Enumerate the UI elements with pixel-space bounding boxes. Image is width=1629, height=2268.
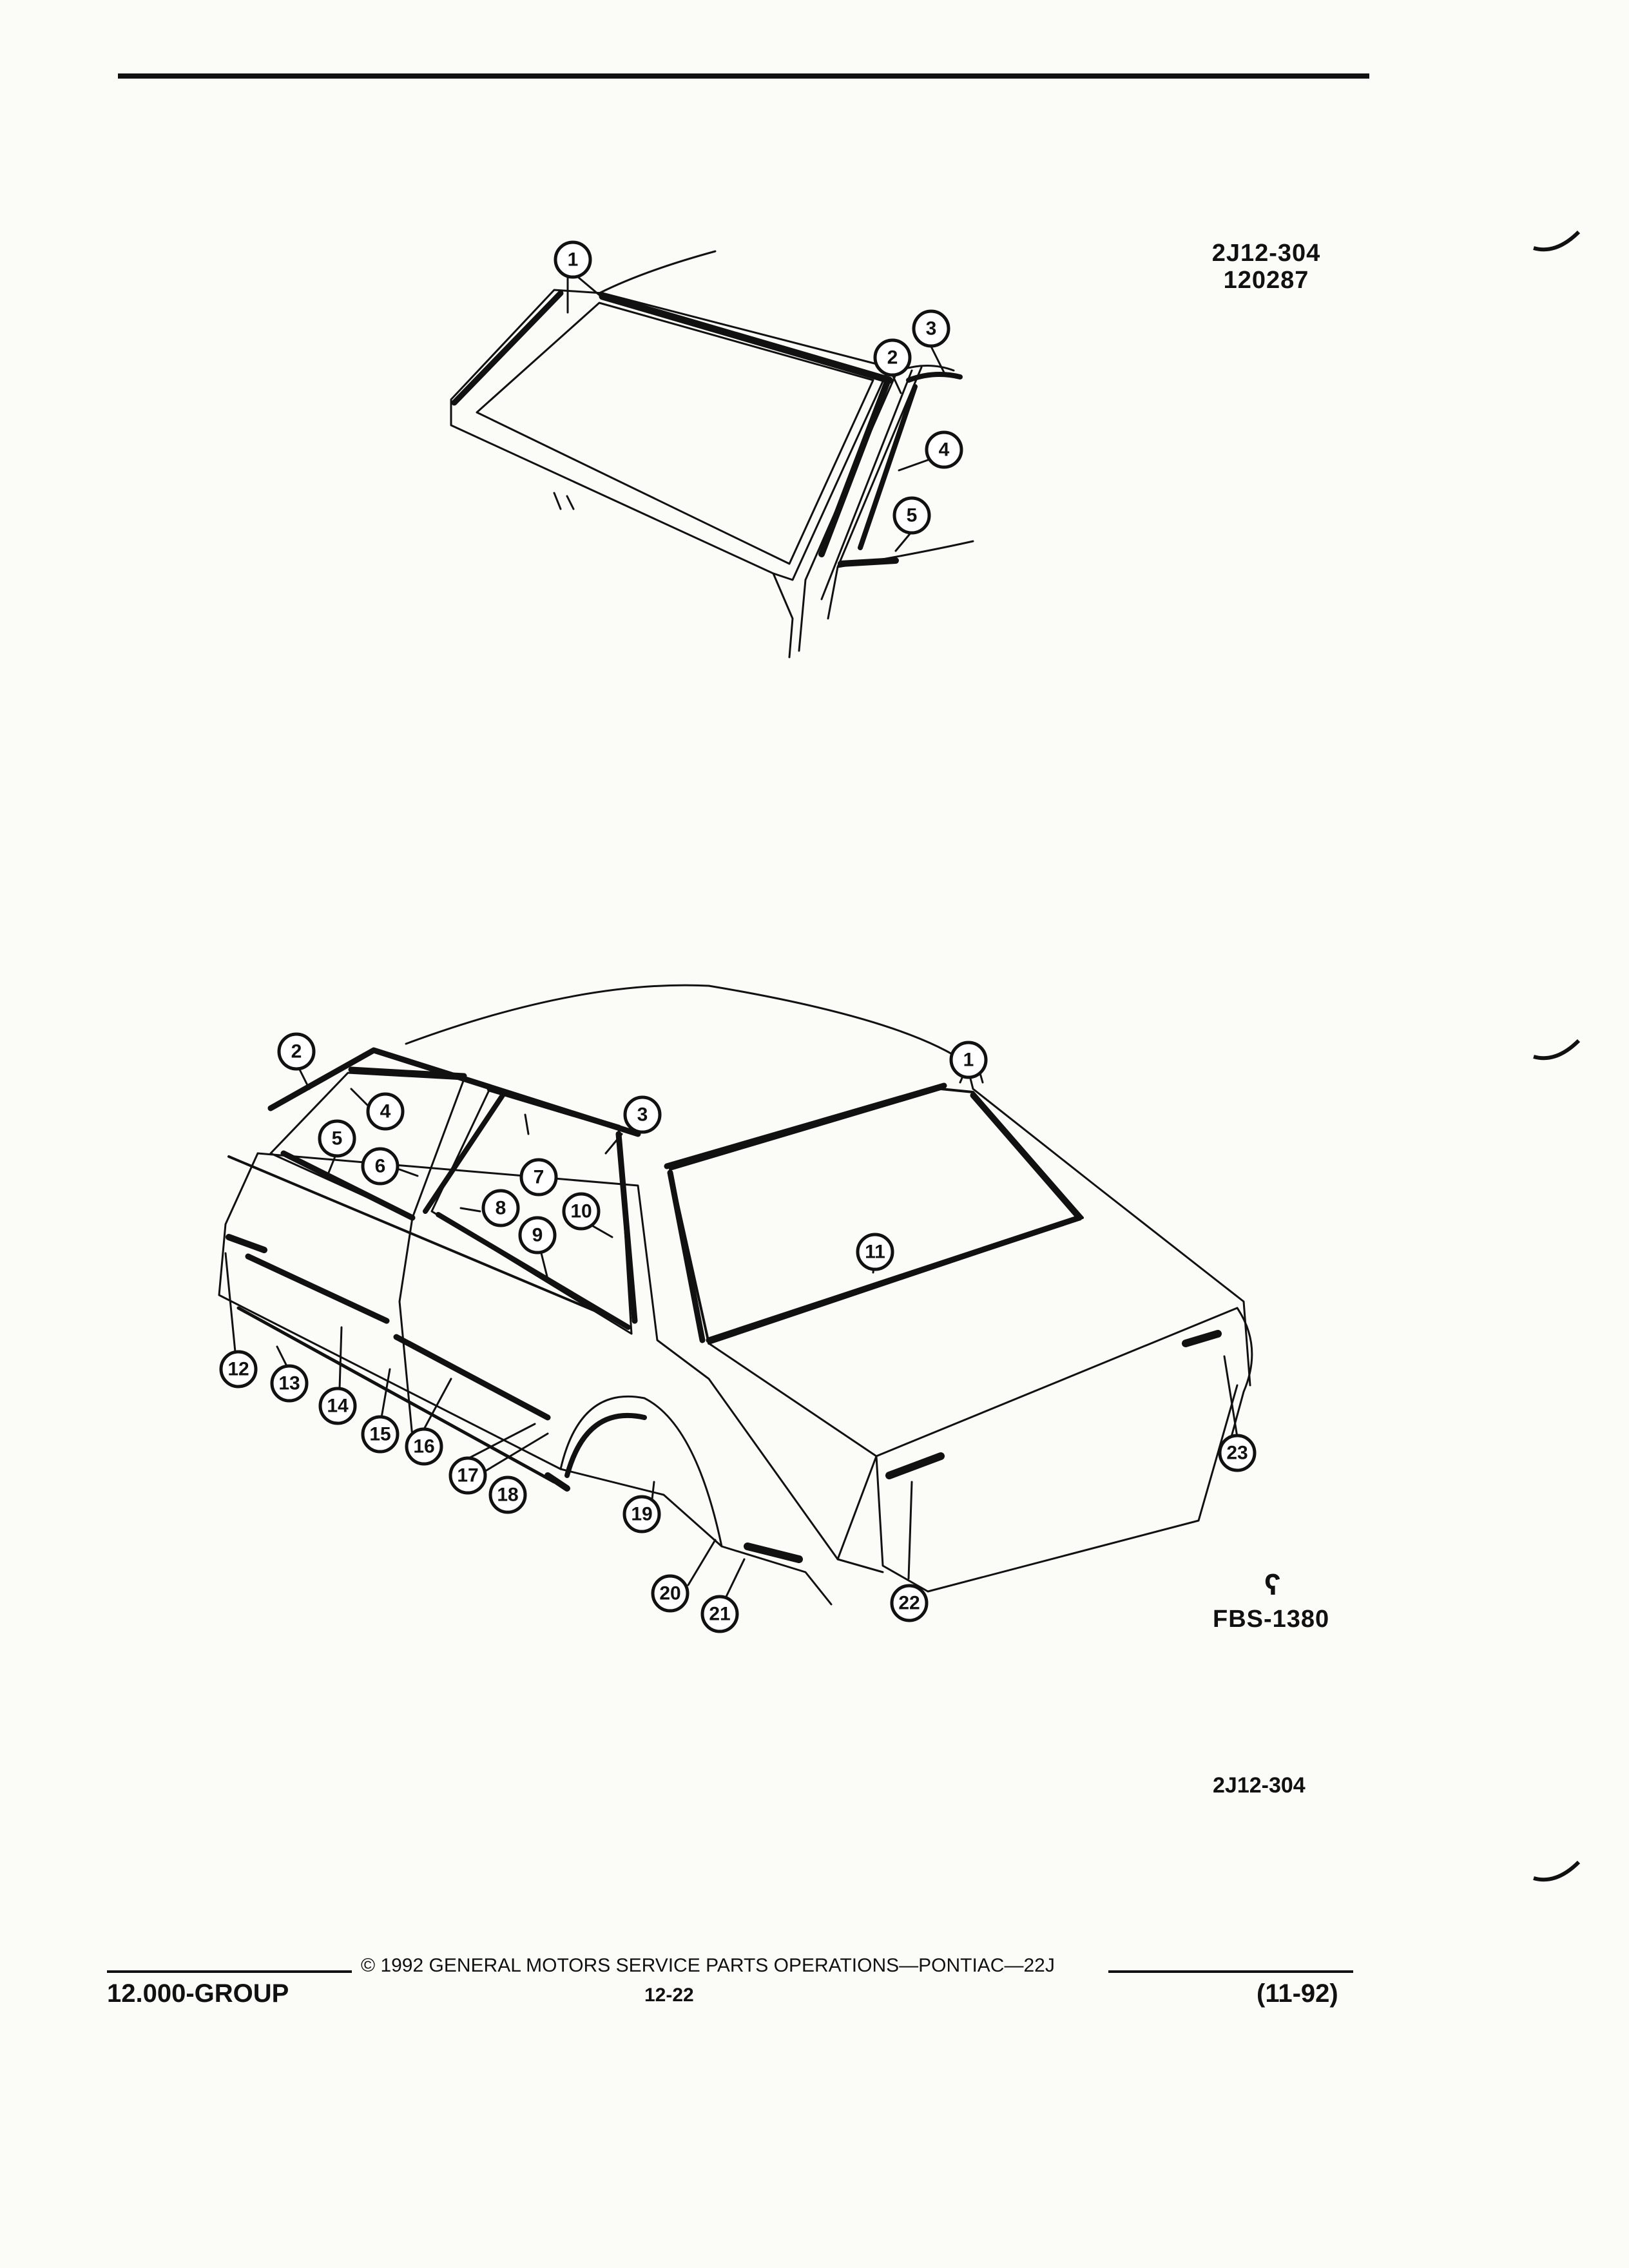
- callout-13: [272, 1366, 307, 1401]
- callout-19: [624, 1497, 659, 1532]
- footer-rule-right: [1108, 1970, 1353, 1973]
- callout-label: 9: [532, 1224, 543, 1246]
- callout-7: [521, 1160, 556, 1195]
- callout-20: [653, 1576, 688, 1611]
- callout-3-top: [914, 311, 949, 346]
- figure-code: 2J12-304: [1211, 240, 1321, 267]
- callout-label: 1: [963, 1049, 974, 1071]
- callout-4-top: [927, 432, 961, 467]
- callout-label: 14: [327, 1395, 349, 1417]
- figure-code-bottom: 2J12-304: [1213, 1773, 1306, 1798]
- callout-22: [892, 1586, 927, 1620]
- callout-label: 13: [278, 1372, 300, 1394]
- callout-18: [490, 1477, 525, 1512]
- callout-label: 1: [567, 249, 579, 271]
- callout-21: [702, 1597, 737, 1631]
- callout-label: 22: [898, 1592, 920, 1614]
- gm-service-logo-icon: ʕ: [1264, 1568, 1281, 1601]
- callout-label: 7: [533, 1166, 545, 1188]
- footer-copyright: © 1992 GENERAL MOTORS SERVICE PARTS OPERATIONS—PONTIAC—22J: [361, 1955, 1055, 1976]
- callout-label: 4: [380, 1100, 391, 1122]
- callout-9: [520, 1218, 555, 1253]
- callout-14: [320, 1389, 355, 1423]
- callout-label: 5: [331, 1128, 343, 1149]
- callout-label: 15: [369, 1423, 391, 1445]
- callout-2-top: [875, 340, 910, 375]
- callout-label: 3: [925, 318, 937, 340]
- callout-4: [368, 1094, 403, 1129]
- callout-5: [320, 1121, 354, 1156]
- callout-label: 8: [495, 1197, 506, 1219]
- callout-label: 18: [497, 1484, 519, 1506]
- car-body: [219, 985, 1252, 1604]
- callout-label: 16: [413, 1436, 435, 1457]
- callout-15: [363, 1417, 398, 1452]
- callout-12: [221, 1352, 256, 1387]
- callout-1: [951, 1043, 986, 1077]
- footer-rule-left: [107, 1970, 352, 1973]
- callout-label: 17: [457, 1465, 479, 1486]
- footer-date: (11-92): [1257, 1979, 1338, 2008]
- callout-label: 3: [637, 1104, 648, 1126]
- callout-17: [450, 1458, 485, 1493]
- callout-label: 21: [709, 1603, 731, 1625]
- callout-label: 2: [291, 1041, 302, 1062]
- callout-label: 12: [227, 1358, 249, 1380]
- callout-23: [1220, 1436, 1255, 1470]
- callout-label: 23: [1226, 1442, 1248, 1464]
- footer-page-number: 12-22: [644, 1984, 694, 2006]
- callout-10: [564, 1194, 599, 1229]
- callout-label: 20: [659, 1582, 681, 1604]
- callout-6: [363, 1149, 398, 1184]
- callout-label: 11: [865, 1241, 885, 1263]
- windshield-detail: [451, 251, 973, 657]
- callout-8: [483, 1191, 518, 1225]
- callout-label: 5: [906, 505, 918, 526]
- callout-label: 2: [887, 347, 898, 369]
- callout-label: 10: [570, 1200, 592, 1222]
- callout-1-top: [555, 242, 590, 277]
- callout-11: [858, 1235, 892, 1269]
- fbs-code: FBS-1380: [1213, 1606, 1330, 1633]
- callout-label: 6: [374, 1155, 386, 1177]
- callout-16: [407, 1429, 441, 1464]
- callout-3: [625, 1097, 660, 1132]
- footer-group: 12.000-GROUP: [107, 1979, 289, 2008]
- figure-date: 120287: [1223, 267, 1309, 294]
- callout-2: [279, 1034, 314, 1069]
- callout-label: 19: [631, 1503, 653, 1525]
- callout-5-top: [894, 498, 929, 533]
- binder-marks: [1534, 232, 1579, 1879]
- callout-label: 4: [938, 439, 950, 461]
